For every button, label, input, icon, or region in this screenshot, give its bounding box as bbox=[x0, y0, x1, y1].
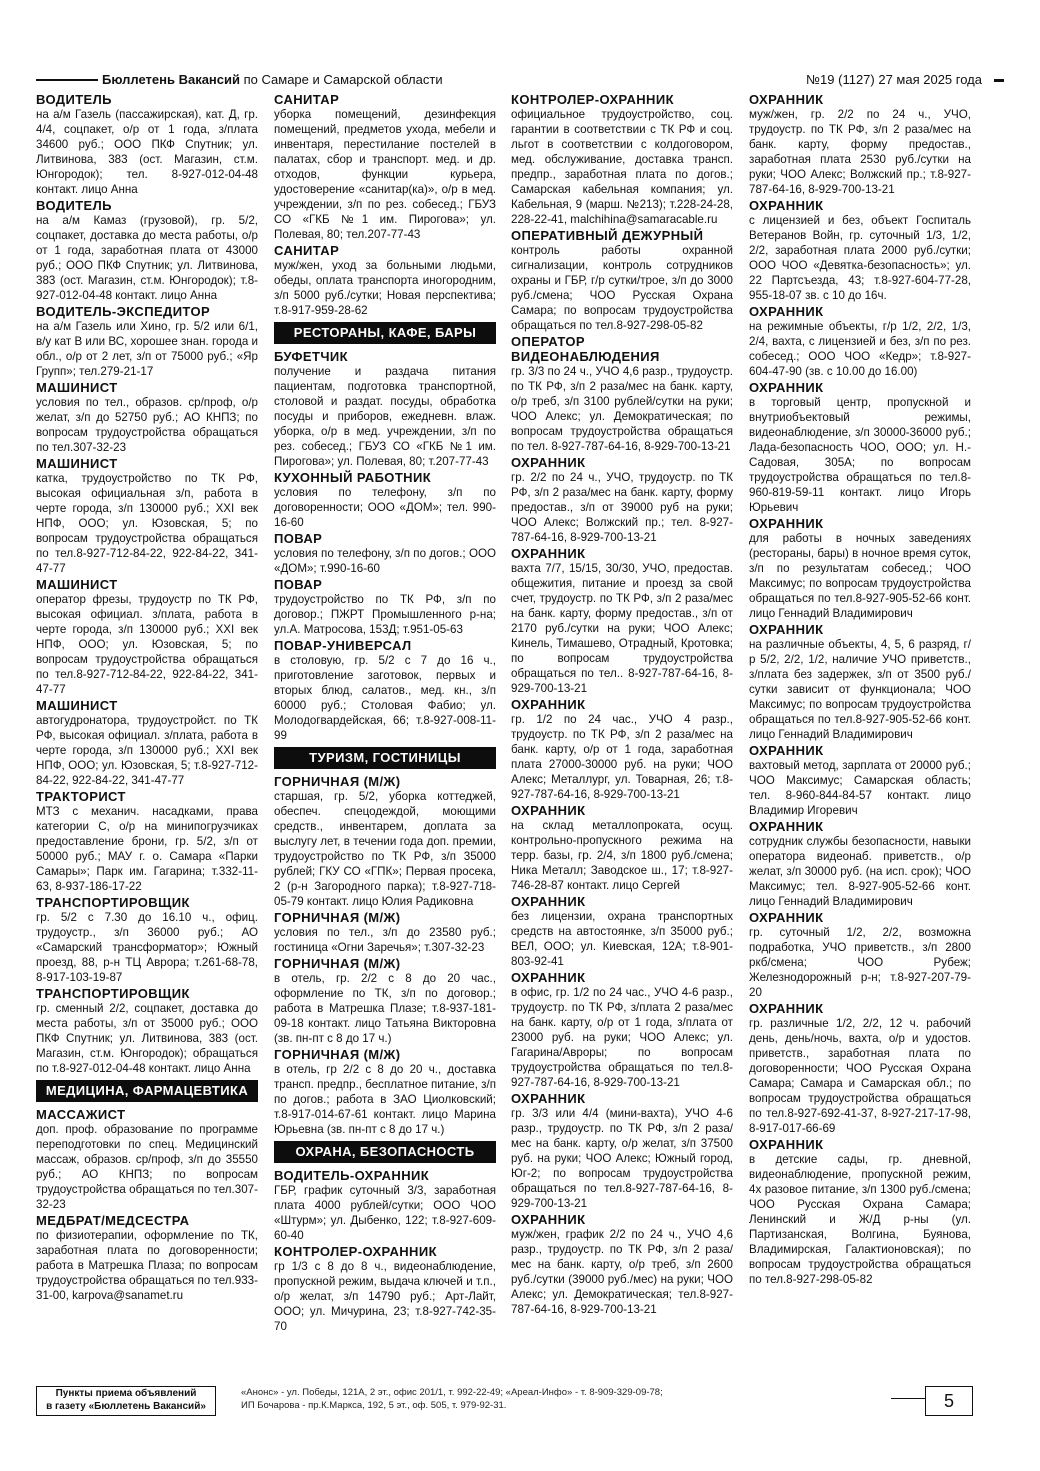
job-description: на различные объекты, 4, 5, 6 разряд, г/р 5/2, 2/2, 1/2, наличие УЧО приветств., з/плата без задержек, з/п от 3500 руб./сутки зависит от функционала; ЧОО Максимус; по вопросам трудоустройства обращаться по тел.8-927-905-52-66 конт. лицо Геннадий Владимирович bbox=[749, 638, 971, 741]
job-description: гр. сменный 2/2, соцпакет, доставка до места работы, з/п от 35000 руб.; ООО ПКФ Спутник; ул. Литвинова, 383 (ост. Магазин, ст.м. Юнгородок); обращаться по т.8-927-012-04-48 контакт. лицо Анна bbox=[36, 1002, 258, 1075]
job-listing bbox=[511, 228, 733, 333]
job-title: ОХРАННИК bbox=[511, 697, 586, 712]
page-header bbox=[36, 72, 1004, 90]
job-description: на склад металлопроката, осущ. контрольно-пропускного режима на терр. базы, гр. 2/4, з/п 1800 руб./смена; Ника Металл; Заводское ш., 17; т.8-927-746-28-87 контакт. лицо Сергей bbox=[511, 819, 733, 892]
job-description: в торговый центр, пропускной и внутриобъектовый режимы, видеонаблюдение, з/п 30000-36000 руб.; Лада-безопасность ЧОО, ООО; ул. Н.-Садовая, 305А; по вопросам трудоустройства обращаться по тел.8-960-819-59-11 контакт. лицо Игорь Юрьевич bbox=[749, 396, 971, 514]
job-title: МАШИНИСТ bbox=[36, 456, 118, 471]
job-description: с лицензией и без, объект Госпиталь Ветеранов Войн, гр. суточный 1/3, 1/2, 2/2, заработная плата 2000 руб./сутки; ООО ЧОО «Девятка-безопасность»; ул. 22 Партсъезда, 43; т.8-927-604-77-28, 955-18-07 зв. с 10 до 16ч. bbox=[749, 214, 971, 302]
job-title: ГОРНИЧНАЯ (М/Ж) bbox=[274, 956, 401, 971]
job-listing bbox=[511, 1212, 733, 1317]
job-listing bbox=[511, 334, 733, 454]
job-description: на а/м Газель (пассажирская), кат. Д, гр. 4/4, соцпакет, о/р от 1 года, з/плата 34600 руб.; ООО ПКФ Спутник; ул. Литвинова, 383 (ост. Магазин, ст.м. Юнгородок); тел. 8-927-012-04-48 контакт. лицо Анна bbox=[36, 108, 258, 196]
job-description: гр. различные 1/2, 2/2, 12 ч. рабочий день, день/ночь, вахта, о/р и удостов. приветств., заработная плата по договоренности; ЧОО Русская Охрана Самара; Самара и Самарская обл.; по вопросам трудоустройства обращаться по тел.8-927-692-41-37, 8-927-217-17-98, 8-917-017-66-69 bbox=[749, 1017, 971, 1135]
job-title: ОХРАННИК bbox=[511, 970, 586, 985]
job-title: ВОДИТЕЛЬ-ОХРАННИК bbox=[274, 1168, 430, 1183]
header-rule bbox=[36, 79, 98, 81]
submission-points-line2: в газету «Бюллетень Вакансий» bbox=[46, 1401, 206, 1412]
job-description: гр 1/3 с 8 до 8 ч., видеонаблюдение, пропускной режим, выдача ключей и т.п., о/р желат, з/п 14790 руб.; Арт-Лайт, ООО; ул. Мичурина, 23; т.8-927-742-35-70 bbox=[274, 1260, 496, 1333]
job-title: МАШИНИСТ bbox=[36, 380, 118, 395]
job-listing bbox=[749, 743, 971, 818]
job-title: ОХРАННИК bbox=[749, 198, 824, 213]
job-description: старшая, гр. 5/2, уборка коттеджей, обеспеч. спецодеждой, моющими средств., инвентарем, доплата за выслугу лет, в течении года доп. премии, трудоустройство по ТК РФ, з/п 35000 рублей; ГКУ СО «ГПК»; Первая просека, 2 (р-н Загородного парка); т.8-927-718-05-79 контакт. лицо Юлия Радиковна bbox=[274, 790, 496, 908]
job-title: ОХРАННИК bbox=[749, 1137, 824, 1152]
job-listing bbox=[36, 198, 258, 303]
section-header: ТУРИЗМ, ГОСТИНИЦЫ bbox=[274, 747, 496, 769]
job-description: вахта 7/7, 15/15, 30/30, УЧО, предостав. общежития, питание и проезд за свой счет, трудоустр. по ТК РФ, з/п 2 раза/мес на банк. карту, форму предостав., з/п от 2170 руб./сутки на руки; ЧОО Алекс; Кинель, Тимашево, Отрадный, Кротовка; по вопросам трудоустройства обращаться по тел.. 8-927-787-64-16, 8-929-700-13-21 bbox=[511, 562, 733, 695]
job-title: ОХРАННИК bbox=[749, 304, 824, 319]
publication-region: по Самаре и Самарской области bbox=[240, 72, 443, 87]
job-listing bbox=[511, 546, 733, 696]
job-title: ОХРАННИК bbox=[749, 1001, 824, 1016]
job-listing bbox=[274, 243, 496, 318]
job-description: на режимные объекты, г/р 1/2, 2/2, 1/3, 2/4, вахта, с лицензией и без, з/п по рез. собесед.; ООО ЧОО «Кедр»; т.8-927-604-47-90 (зв. с 10.00 до 16.00) bbox=[749, 320, 971, 378]
job-title: КОНТРОЛЕР-ОХРАННИК bbox=[274, 1244, 437, 1259]
job-title: ОХРАННИК bbox=[749, 910, 824, 925]
job-listing bbox=[274, 577, 496, 637]
job-listing bbox=[274, 910, 496, 955]
job-description: муж/жен, уход за больными людьми, обеды, оплата транспорта иногородним, з/п 5000 руб./сутки; Новая перспектива; т.8-917-959-28-62 bbox=[274, 259, 496, 317]
job-listing bbox=[274, 956, 496, 1046]
job-description: условия по телефону, з/п по догов.; ООО «ДОМ»; т.990-16-60 bbox=[274, 547, 496, 575]
job-listing bbox=[36, 895, 258, 985]
job-listing bbox=[749, 1137, 971, 1287]
job-listing bbox=[749, 380, 971, 515]
header-dash bbox=[994, 79, 1004, 82]
job-listing bbox=[511, 697, 733, 802]
job-title: САНИТАР bbox=[274, 92, 340, 107]
job-description: в детские сады, гр. дневной, видеонаблюдение, пропускной режим, 4х разовое питание, з/п 1300 руб./смена; ЧОО Русская Охрана Самара; Ленинский и Ж/Д р-ны (ул. Партизанская, Волгина, Буянова, Владимирская, Галактионовская); по вопросам трудоустройства обращаться по тел.8-927-298-05-82 bbox=[749, 1153, 971, 1286]
submission-addresses bbox=[241, 1386, 891, 1412]
job-title: САНИТАР bbox=[274, 243, 340, 258]
job-listing bbox=[511, 894, 733, 969]
job-listing bbox=[749, 1001, 971, 1136]
job-description: условия по тел., образов. ср/проф, о/р желат, з/п до 52750 руб.; АО КНПЗ; по вопросам трудоустройства обращаться по тел.307-32-23 bbox=[36, 396, 258, 454]
job-description: гр. 3/3 по 24 ч., УЧО 4,6 разр., трудоустр. по ТК РФ, з/п 2 раза/мес на банк. карту, о/р треб, з/п 3100 рублей/сутки на руки; ЧОО Алекс; ул. Демократическая; по вопросам трудоустройства обращаться по тел. 8-927-787-64-16, 8-929-700-13-21 bbox=[511, 365, 733, 453]
job-title: ОХРАННИК bbox=[511, 546, 586, 561]
job-listing bbox=[274, 1168, 496, 1243]
footer-rule bbox=[891, 1398, 925, 1399]
job-description: получение и раздача питания пациентам, подготовка транспортной, столовой и раздат. посуды, обработка посуды и приборов, ежедневн. влаж. уборка, о/р в мед. учреждении, з/п по рез. собесед.; ГБУЗ СО «ГКБ №1 им. Пирогова»; ул. Полевая, 80; т.207-77-43 bbox=[274, 365, 496, 468]
job-title: ОХРАННИК bbox=[749, 92, 824, 107]
job-listing bbox=[36, 986, 258, 1076]
job-listing bbox=[511, 1091, 733, 1211]
publication-title bbox=[102, 72, 443, 88]
job-title: ПОВАР bbox=[274, 531, 323, 546]
job-listing bbox=[511, 455, 733, 545]
job-description: катка, трудоустройство по ТК РФ, высокая официальная з/п, работа в черте города, з/п 130000 руб.; XXI век НПФ, ООО; ул. Юзовская, 5; по вопросам трудоустройства обращаться по тел.8-927-712-84-22, 922-84-22, 341-47-77 bbox=[36, 472, 258, 575]
job-description: по физиотерапии, оформление по ТК, заработная плата по договоренности; работа в Матрешка Плаза; по вопросам трудоустройства обращаться по тел.933-31-00, karpova@sanamet.ru bbox=[36, 1229, 258, 1302]
column-1 bbox=[36, 92, 258, 1382]
job-title: ГОРНИЧНАЯ (М/Ж) bbox=[274, 1047, 401, 1062]
job-title: ОХРАННИК bbox=[749, 380, 824, 395]
job-listing bbox=[749, 198, 971, 303]
job-description: МТЗ с механич. насадками, права категории С, о/р на минипогрузчиках предоставление брони, гр. 5/2, з/п от 50000 руб.; МАУ г. о. Самара «Парки Самары»; Парк им. Гагарина; т.332-11-63, 8-937-186-17-22 bbox=[36, 805, 258, 893]
job-title: МАССАЖИСТ bbox=[36, 1107, 126, 1122]
job-description: вахтовый метод, зарплата от 20000 руб.; ЧОО Максимус; Самарская область; тел. 8-960-844-84-57 контакт. лицо Владимир Игоревич bbox=[749, 759, 971, 817]
job-description: оператор фрезы, трудоустр по ТК РФ, высокая официал. з/плата, работа в черте города, з/п 130000 руб.; XXI век НПФ, ООО; ул. Юзовская, 5; по вопросам трудоустройства обращаться по тел.8-927-712-84-22, 922-84-22, 341-47-77 bbox=[36, 593, 258, 696]
job-listing bbox=[274, 1047, 496, 1137]
job-title: ОХРАННИК bbox=[511, 1212, 586, 1227]
section-header: МЕДИЦИНА, ФАРМАЦЕВТИКА bbox=[36, 1080, 258, 1102]
job-title: ОХРАННИК bbox=[511, 803, 586, 818]
job-description: контроль работы охранной сигнализации, контроль сотрудников охраны и ГБР, г/р сутки/трое, з/п до 3000 руб./смена; ЧОО Русская Охрана Самара; по вопросам трудоустройства обращаться по тел.8-927-298-05-82 bbox=[511, 244, 733, 332]
job-listing bbox=[274, 1244, 496, 1334]
job-title: ВОДИТЕЛЬ-ЭКСПЕДИТОР bbox=[36, 304, 211, 319]
job-description: трудоустройство по ТК РФ, з/п по договор.; ПЖРТ Промышленного р-на; ул.А. Матросова, 153Д; т.951-05-63 bbox=[274, 593, 496, 636]
job-title: МЕДБРАТ/МЕДСЕСТРА bbox=[36, 1213, 190, 1228]
submission-points-box bbox=[36, 1386, 216, 1416]
job-title: ОХРАННИК bbox=[749, 743, 824, 758]
job-description: автогудронатора, трудоустройст. по ТК РФ, высокая официал. з/плата, работа в черте города, з/п 130000 руб.; XXI век НПФ, ООО; ул. Юзовская, 5; т.8-927-712-84-22, 922-84-22, 341-47-77 bbox=[36, 714, 258, 787]
job-title: ОПЕРАТИВНЫЙ ДЕЖУРНЫЙ bbox=[511, 228, 704, 243]
job-listing bbox=[274, 531, 496, 576]
job-description: на а/м Газель или Хино, гр. 5/2 или 6/1, в/у кат В или ВС, хорошее знан. города и обл., о/р от 2 лет, з/п от 75000 руб.; «Яр Групп»; тел.279-21-17 bbox=[36, 320, 258, 378]
job-description: муж/жен, график 2/2 по 24 ч., УЧО 4,6 разр., трудоустр. по ТК РФ, з/п 2 раза/мес на банк. карту, о/р треб, з/п 2600 руб./сутки (39000 руб./мес) на руки; ЧОО Алекс; ул. Демократическая; тел.8-927-787-64-16, 8-929-700-13-21 bbox=[511, 1228, 733, 1316]
job-title: ОХРАННИК bbox=[749, 516, 824, 531]
job-title: ОХРАННИК bbox=[511, 894, 586, 909]
job-listing bbox=[511, 970, 733, 1090]
column-2 bbox=[274, 92, 496, 1382]
job-title: ВОДИТЕЛЬ bbox=[36, 92, 112, 107]
job-listing bbox=[749, 819, 971, 909]
job-listing bbox=[749, 516, 971, 621]
column-3 bbox=[511, 92, 733, 1382]
publication-name: Бюллетень Вакансий bbox=[102, 72, 240, 87]
job-description: доп. проф. образование по программе переподготовки по спец. Медицинский массаж, образов. ср/проф, з/п до 35550 руб.; АО КНПЗ; по вопросам трудоустройства обращаться по тел.307-32-23 bbox=[36, 1123, 258, 1211]
job-listing bbox=[36, 456, 258, 576]
job-description: уборка помещений, дезинфекция помещений, предметов ухода, мебели и инвентаря, перестилание постелей в палатах, сбор и транспорт. мед. и др. отходов, функции курьера, удостоверение «санитар(ка)», о/р в мед. учреждении, з/п по рез. собесед.; ГБУЗ СО «ГКБ №1 им. Пирогова»; ул. Полевая, 80; тел.207-77-43 bbox=[274, 108, 496, 241]
job-listing bbox=[511, 92, 733, 227]
job-description: гр. 5/2 с 7.30 до 16.10 ч., офиц. трудоустр., з/п 36000 руб.; АО «Самарский трансформатор»; Южный проезд, 88, р-н ТЦ Аврора; т.261-68-78, 8-917-103-19-87 bbox=[36, 911, 258, 984]
address-line1: «Анонс» - ул. Победы, 121А, 2 эт., офис 201/1, т. 992-22-49; «Ареал-Инфо» - т. 8-909-329-09-78; bbox=[241, 1387, 663, 1398]
job-description: муж/жен, гр. 2/2 по 24 ч., УЧО, трудоустр. по ТК РФ, з/п 2 раза/мес на банк. карту, форму предостав., заработная плата 2530 руб./сутки на руки; ЧОО Алекс; Волжский пр.; т.8-927-787-64-16, 8-929-700-13-21 bbox=[749, 108, 971, 196]
job-listing bbox=[274, 638, 496, 743]
job-description: в отель, гр. 2/2 с 8 до 20 час., оформление по ТК, з/п по договор.; работа в Матрешка Плазе; т.8-937-181-09-18 контакт. лицо Татьяна Викторовна (зв. пн-пт с 8 до 17 ч.) bbox=[274, 972, 496, 1045]
job-description: гр. суточный 1/2, 2/2, возможна подработка, УЧО приветств., з/п 2800 ркб/смена; ЧОО Рубеж; Железнодорожный р-н; т.8-927-207-79-20 bbox=[749, 926, 971, 999]
job-description: гр. 1/2 по 24 час., УЧО 4 разр., трудоустр. по ТК РФ, з/п 2 раза/мес на банк. карту, о/р от 1 года, заработная плата 27000-30000 руб. на руки; ЧОО Алекс; Металлург, ул. Товарная, 26; т.8-927-787-64-16, 8-929-700-13-21 bbox=[511, 713, 733, 801]
section-header: ОХРАНА, БЕЗОПАСНОСТЬ bbox=[274, 1141, 496, 1163]
job-listing bbox=[274, 774, 496, 909]
job-title: ТРАКТОРИСТ bbox=[36, 789, 126, 804]
job-listing bbox=[36, 1107, 258, 1212]
job-description: сотрудник службы безопасности, навыки оператора видеонаб. приветств., о/р желат, з/п 30000 руб. (на исп. срок); ЧОО Максимус; тел. 8-927-905-52-66 конт. лицо Геннадий Владимирович bbox=[749, 835, 971, 908]
job-title: ОХРАННИК bbox=[749, 819, 824, 834]
job-title: ВОДИТЕЛЬ bbox=[36, 198, 112, 213]
job-title: ОПЕРАТОР ВИДЕОНАБЛЮДЕНИЯ bbox=[511, 334, 660, 364]
job-title: КУХОННЫЙ РАБОТНИК bbox=[274, 470, 432, 485]
job-listing bbox=[749, 910, 971, 1000]
submission-points-line1: Пункты приема объявлений bbox=[55, 1388, 197, 1399]
job-listing bbox=[36, 698, 258, 788]
job-listing bbox=[36, 1213, 258, 1303]
job-description: на а/м Камаз (грузовой), гр. 5/2, соцпакет, доставка до места работы, о/р от 1 года, заработная плата от 43000 руб.; ООО ПКФ Спутник; ул. Литвинова, 383 (ост. Магазин, ст.м. Юнгородок); т.8-927-012-04-48 контакт. лицо Анна bbox=[36, 214, 258, 302]
job-description: в офис, гр. 1/2 по 24 час., УЧО 4-6 разр., трудоустр. по ТК РФ, з/плата 2 раза/мес на банк. карту, о/р от 1 года, з/плата от 23000 руб. на руки; ЧОО Алекс; ул. Гагарина/Авроры; по вопросам трудоустройства обращаться по тел.8-927-787-64-16, 8-929-700-13-21 bbox=[511, 986, 733, 1089]
job-listing bbox=[274, 349, 496, 469]
job-listing bbox=[36, 92, 258, 197]
job-description: без лицензии, охрана транспортных средств на автостоянке, з/п 35000 руб.; ВЕЛ, ООО; ул. Киевская, 12А; т.8-901-803-92-41 bbox=[511, 910, 733, 968]
job-listing bbox=[749, 92, 971, 197]
job-description: гр. 2/2 по 24 ч., УЧО, трудоустр. по ТК РФ, з/п 2 раза/мес на банк. карту, форму предостав., з/п от 39000 руб на руки; ЧОО Алекс; Волжский пр.; тел. 8-927-787-64-16, 8-929-700-13-21 bbox=[511, 471, 733, 544]
job-title: ГОРНИЧНАЯ (М/Ж) bbox=[274, 774, 401, 789]
column-4 bbox=[749, 92, 971, 1382]
job-title: ПОВАР bbox=[274, 577, 323, 592]
job-listing bbox=[36, 304, 258, 379]
job-listing bbox=[36, 577, 258, 697]
job-title: МАШИНИСТ bbox=[36, 698, 118, 713]
job-description: ГБР, график суточный 3/3, заработная плата 4000 рублей/сутки; ООО ЧОО «Штурм»; ул. Дыбенко, 122; т.8-927-609-60-40 bbox=[274, 1184, 496, 1242]
job-title: МАШИНИСТ bbox=[36, 577, 118, 592]
job-listing bbox=[749, 304, 971, 379]
job-title: ТРАНСПОРТИРОВЩИК bbox=[36, 895, 190, 910]
job-listing bbox=[274, 470, 496, 530]
page-number: 5 bbox=[925, 1386, 973, 1416]
job-description: для работы в ночных заведениях (рестораны, бары) в ночное время суток, з/п по результатам собесед.; ЧОО Максимус; по вопросам трудоустройства обращаться по тел.8-927-905-52-66 конт. лицо Геннадий Владимирович bbox=[749, 532, 971, 620]
job-title: ПОВАР-УНИВЕРСАЛ bbox=[274, 638, 412, 653]
job-title: ОХРАННИК bbox=[511, 1091, 586, 1106]
job-title: БУФЕТЧИК bbox=[274, 349, 348, 364]
job-title: ОХРАННИК bbox=[511, 455, 586, 470]
job-listing bbox=[511, 803, 733, 893]
job-listing bbox=[36, 380, 258, 455]
job-description: официальное трудоустройство, соц. гарантии в соответствии с ТК РФ и соц. льгот в соответствии с колдоговором, мед. обслуживание, доставка трансп. предпр., заработная плата по догов.; Самарская кабельная компания; ул. Кабельная, 9 (марш. №213); т.228-24-28, 228-22-41, malchihina@samaracable.ru bbox=[511, 108, 733, 226]
job-listing bbox=[749, 622, 971, 742]
job-title: ТРАНСПОРТИРОВЩИК bbox=[36, 986, 190, 1001]
job-description: условия по телефону, з/п по договоренности; ООО «ДОМ»; тел. 990-16-60 bbox=[274, 486, 496, 529]
job-title: ГОРНИЧНАЯ (М/Ж) bbox=[274, 910, 401, 925]
job-title: ОХРАННИК bbox=[749, 622, 824, 637]
job-listing bbox=[36, 789, 258, 894]
job-listing bbox=[274, 92, 496, 242]
job-description: в отель, гр 2/2 с 8 до 20 ч., доставка трансп. предпр., бесплатное питание, з/п по догов.; работа в ЗАО Циолковский; т.8-917-014-67-61 контакт. лицо Марина Юрьевна (зв. пн-пт с 8 до 17 ч.) bbox=[274, 1063, 496, 1136]
section-header: РЕСТОРАНЫ, КАФЕ, БАРЫ bbox=[274, 322, 496, 344]
job-description: гр. 3/3 или 4/4 (мини-вахта), УЧО 4-6 разр., трудоустр. по ТК РФ, з/п 2 раза/мес на банк. карту, о/р желат, з/п 37500 руб. на руки; ЧОО Алекс; Южный город, Юг-2; по вопросам трудоустройства обращаться по тел.8-927-787-64-16, 8-929-700-13-21 bbox=[511, 1107, 733, 1210]
address-line2: ИП Бочарова - пр.К.Маркса, 192, 5 эт., оф. 505, т. 979-92-31. bbox=[241, 1400, 507, 1411]
page-footer bbox=[36, 1386, 972, 1416]
job-description: в столовую, гр. 5/2 с 7 до 16 ч., приготовление заготовок, первых и вторых блюд, салатов., мед. кн., з/п 60000 руб.; Столовая Фабио; ул. Молодогвардейская, 66; т.8-927-008-11-99 bbox=[274, 654, 496, 742]
job-title: КОНТРОЛЕР-ОХРАННИК bbox=[511, 92, 674, 107]
issue-info: №19 (1127) 27 мая 2025 года bbox=[806, 72, 982, 87]
job-description: условия по тел., з/п до 23580 руб.; гостиница «Огни Заречья»; т.307-32-23 bbox=[274, 926, 496, 954]
